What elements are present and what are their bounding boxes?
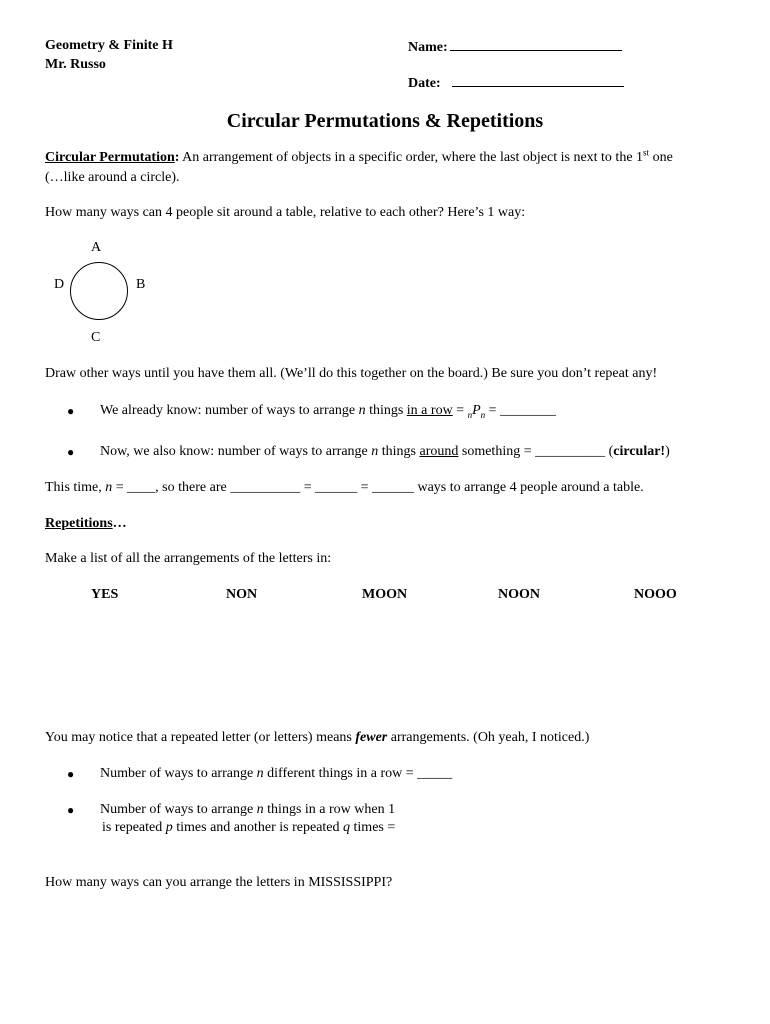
bullet-row-permutation: We already know: number of ways to arrange n things in a row = $_nP_n$ = ________ — [100, 403, 557, 420]
bullet-icon: ● — [67, 404, 75, 418]
name-field[interactable] — [408, 38, 622, 56]
notice-text: You may notice that a repeated letter (or letters) means fewer arrangements. (Oh yeah, I noticed.) — [45, 730, 590, 745]
date-label: Date: — [408, 76, 441, 91]
seat-label-b: B — [136, 277, 146, 292]
question-mississippi: How many ways can you arrange the letters in MISSISSIPPI? — [45, 875, 393, 890]
teacher-name: Mr. Russo — [45, 57, 106, 72]
make-list-text: Make a list of all the arrangements of the letters in: — [45, 551, 332, 566]
repetitions-heading: Repetitions… — [45, 516, 127, 531]
page-title: Circular Permutations & Repetitions — [226, 110, 544, 132]
this-time-line: This time, n = ____, so there are __________ = ______ = ______ ways to arrange 4 people around a table. — [45, 480, 644, 495]
instruction-text: Draw other ways until you have them all. (We’ll do this together on the board.) Be sure you don’t repeat any! — [45, 366, 658, 381]
bullet-icon: ● — [67, 767, 75, 781]
course-title: Geometry & Finite H — [45, 38, 173, 53]
bullet-icon: ● — [67, 445, 75, 459]
definition-line2: (…like around a circle). — [45, 170, 180, 185]
name-blank[interactable] — [450, 38, 622, 51]
word-noon: NOON — [498, 587, 540, 602]
question-table: How many ways can 4 people sit around a table, relative to each other? Here’s 1 way: — [45, 205, 526, 220]
word-non: NON — [226, 587, 258, 602]
seating-circle — [70, 262, 128, 320]
definition-line1: Circular Permutation: An arrangement of objects in a specific order, where the last object is next to the 1st one — [45, 147, 673, 165]
date-blank[interactable] — [452, 74, 624, 87]
bullet-different-things: Number of ways to arrange n different things in a row = _____ — [100, 766, 453, 781]
definition-term: Circular Permutation — [45, 150, 175, 165]
seat-label-d: D — [54, 277, 65, 292]
word-nooo: NOOO — [634, 587, 677, 602]
seat-label-a: A — [91, 240, 102, 255]
bullet-repeated-line2: is repeated p times and another is repeated q times = — [102, 820, 396, 835]
seat-label-c: C — [91, 330, 101, 345]
name-label: Name: — [408, 40, 448, 55]
date-field[interactable] — [408, 74, 624, 92]
bullet-repeated-line1: Number of ways to arrange n things in a row when 1 — [100, 802, 396, 817]
bullet-icon: ● — [67, 803, 75, 817]
word-moon: MOON — [362, 587, 408, 602]
word-yes: YES — [91, 587, 119, 602]
bullet-circular: Now, we also know: number of ways to arrange n things around something = __________ (circular!) — [100, 444, 670, 459]
